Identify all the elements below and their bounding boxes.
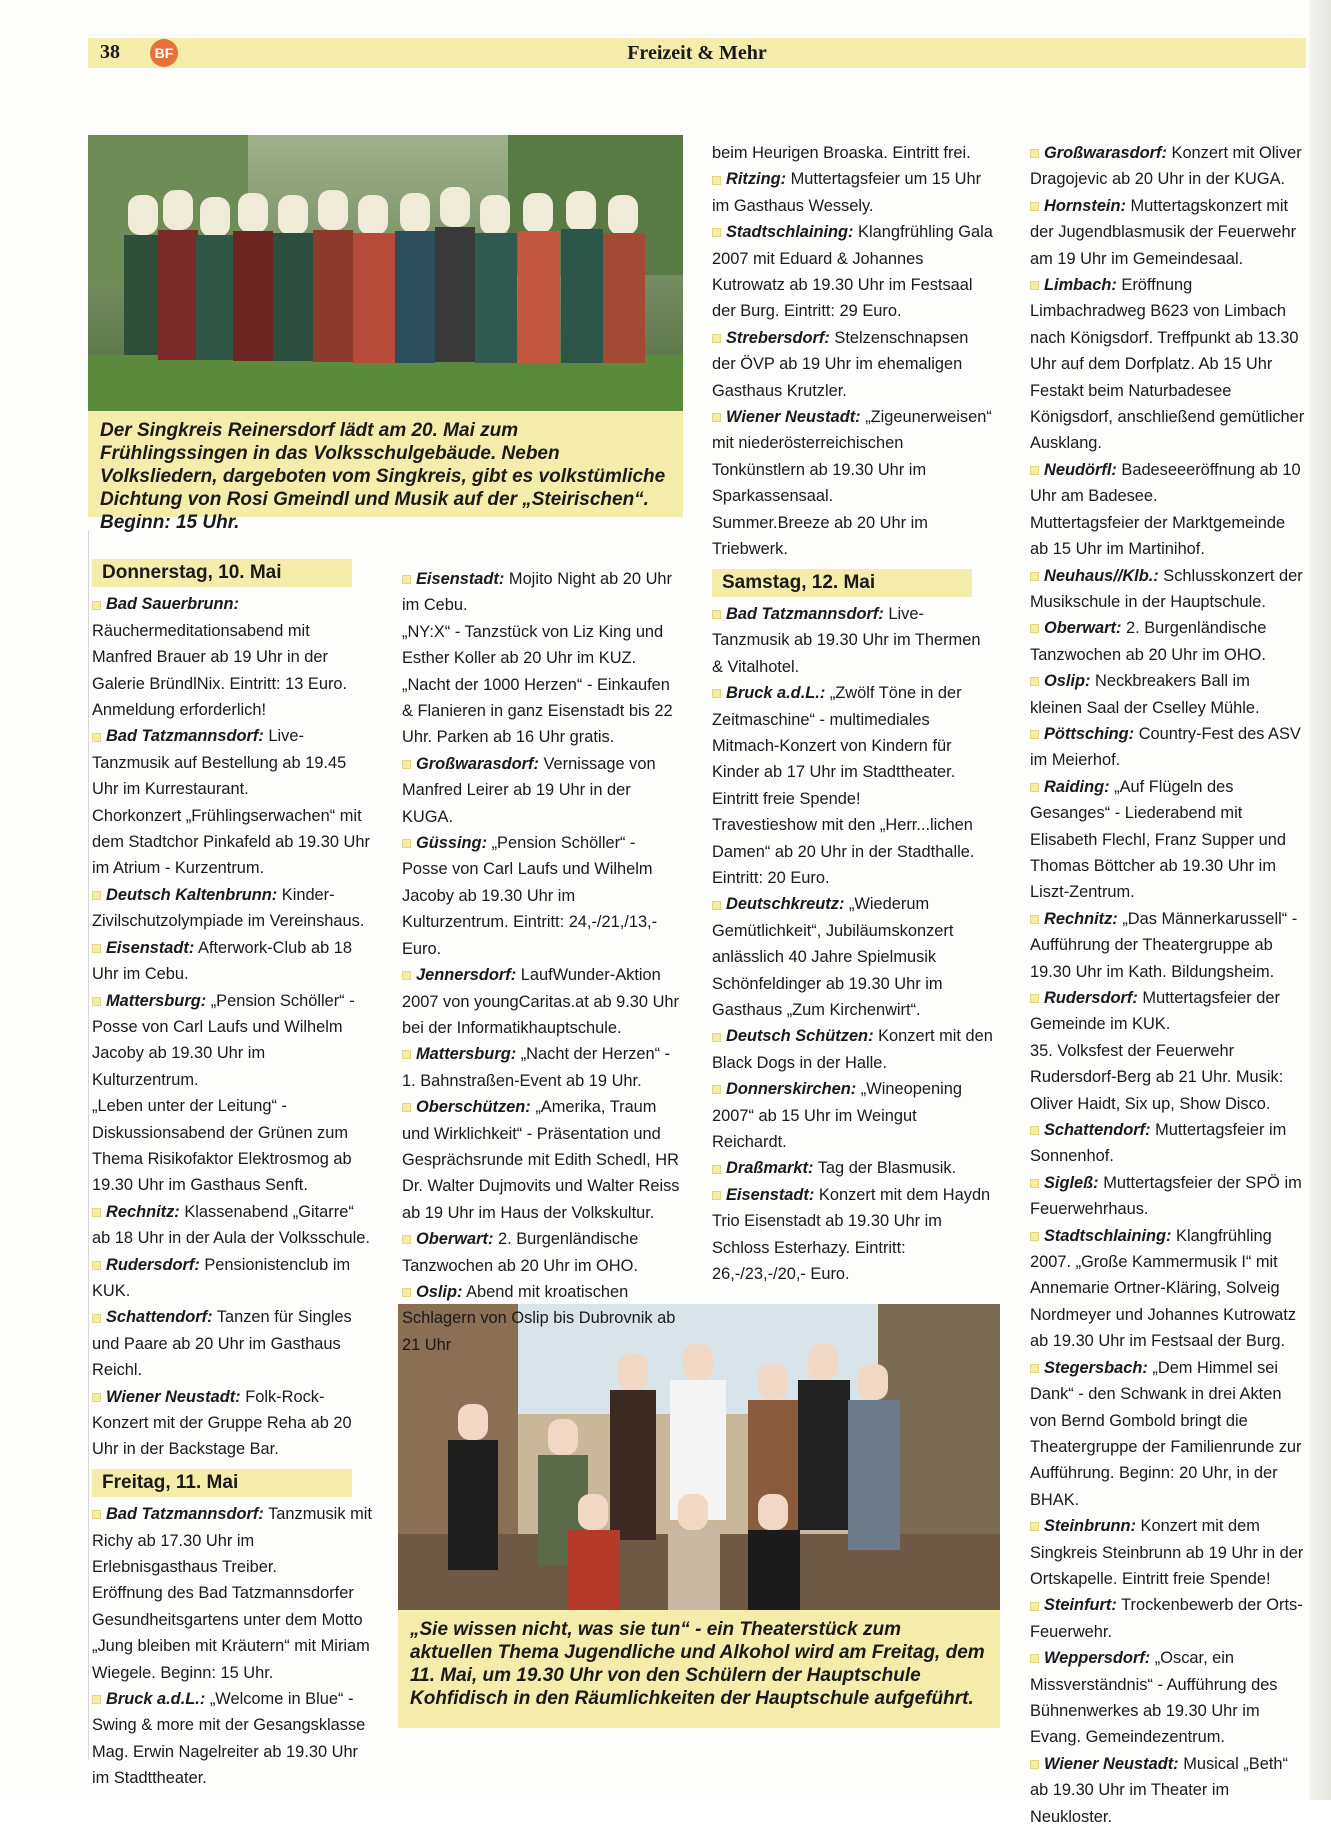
event-description: 2. Burgenländische Tanzwochen ab 20 Uhr im OHO.	[402, 1230, 639, 1275]
column-2	[402, 566, 684, 1358]
event-description: Muttertagsfeier der Gemeinde im KUK.	[1030, 989, 1280, 1034]
event-place: Güssing:	[416, 834, 488, 853]
event-entry	[1030, 774, 1306, 906]
event-description: Eröffnung des Bad Tatzmannsdorfer Gesundheitsgartens unter dem Motto „Jung bleiben mit Kräutern“ mit Miriam Wiegele. Beginn: 15 Uhr.	[92, 1584, 370, 1682]
choir-photo	[88, 135, 683, 411]
bullet-icon	[92, 733, 101, 742]
bullet-icon	[1030, 1364, 1039, 1373]
event-place: Bad Tatzmannsdorf:	[106, 1505, 264, 1524]
event-entry	[1030, 1513, 1306, 1592]
event-text	[712, 812, 994, 891]
event-description: Kinder-Zivilschutzolympiade im Vereinshaus.	[92, 885, 365, 931]
bullet-icon	[1030, 149, 1039, 158]
event-entry	[712, 680, 994, 812]
page-edge	[1309, 0, 1331, 1800]
bullet-icon	[712, 901, 721, 910]
event-entry	[92, 988, 374, 1094]
bullet-icon	[92, 601, 101, 610]
bullet-icon	[1030, 572, 1039, 581]
event-entry	[712, 1076, 994, 1155]
event-entry	[712, 166, 994, 219]
event-entry	[1030, 721, 1306, 774]
event-description: „Auf Flügeln des Gesanges“ - Liederabend mit Elisabeth Flechl, Franz Supper und Thomas Böttcher ab 19.30 Uhr im Liszt-Zentrum.	[1030, 777, 1287, 902]
event-entry	[1030, 193, 1306, 272]
event-description: Folk-Rock-Konzert mit der Gruppe Reha ab 20 Uhr in der Backstage Bar.	[92, 1387, 352, 1459]
event-description: Travestieshow mit den „Herr...lichen Damen“ ab 20 Uhr in der Stadthalle. Eintritt: 20 Euro.	[712, 816, 975, 887]
theatre-caption: „Sie wissen nicht, was sie tun“ - ein Theaterstück zum aktuellen Thema Jugendliche und Alkohol wird am Freitag, dem 11. Mai, um 19.30 Uhr von den Schülern der Hauptschule Kohfidisch in den Räumlichkeiten der Hauptschule aufgeführt.	[398, 1610, 1000, 1728]
event-description: Tanzen für Singles und Paare ab 20 Uhr im Gasthaus Reichl.	[92, 1308, 352, 1380]
event-entry	[712, 601, 994, 680]
event-description: Live-Tanzmusik ab 19.30 Uhr im Thermen & Vitalhotel.	[712, 604, 981, 676]
event-place: Stegersbach:	[1044, 1358, 1148, 1377]
bf-logo-icon: BF	[150, 39, 178, 67]
bullet-icon	[402, 575, 411, 584]
bullet-icon	[1030, 1126, 1039, 1135]
event-description: „Zwölf Töne in der Zeitmaschine“ - multimediales Mitmach-Konzert von Kindern für Kinder ab 17 Uhr im Stadttheater. Eintritt freie Spende!	[712, 684, 962, 808]
event-text	[402, 619, 684, 672]
bullet-icon	[92, 1314, 101, 1323]
event-entry	[1030, 1355, 1306, 1513]
bullet-icon	[712, 334, 721, 343]
event-entry	[1030, 1223, 1306, 1355]
bullet-icon	[1030, 677, 1039, 686]
day-heading: Freitag, 11. Mai	[92, 1469, 352, 1497]
event-entry	[1030, 563, 1306, 616]
event-description: „Wiederum Gemütlichkeit“, Jubiläumskonzert anlässlich 40 Jahre Spielmusik Schönfeldinger ab 19.30 Uhr im Gasthaus „Zum Kirchenwirt“.	[712, 895, 954, 1019]
event-description: „Nacht der Herzen“ - 1. Bahnstraßen-Event ab 19 Uhr.	[402, 1045, 671, 1090]
event-place: Deutsch Schützen:	[726, 1027, 874, 1046]
bullet-icon	[712, 413, 721, 422]
event-place: Bruck a.d.L.:	[106, 1690, 206, 1709]
event-text	[1030, 1038, 1306, 1117]
bullet-icon	[712, 689, 721, 698]
event-place: Deutsch Kaltenbrunn:	[106, 885, 278, 904]
event-description: Klangfrühling Gala 2007 mit Eduard & Johannes Kutrowatz ab 19.30 Uhr im Festsaal der Burg. Eintritt: 29 Euro.	[712, 223, 993, 321]
day-heading: Donnerstag, 10. Mai	[92, 559, 352, 587]
column-4	[1030, 140, 1306, 1830]
bullet-icon	[402, 1288, 411, 1297]
bullet-icon	[402, 971, 411, 980]
event-entry	[1030, 668, 1306, 721]
event-text	[1030, 510, 1306, 563]
bullet-icon	[1030, 1232, 1039, 1241]
event-description: Abend mit kroatischen Schlagern von Oslip bis Dubrovnik ab 21 Uhr	[402, 1282, 676, 1354]
event-description: Musical „Beth“ ab 19.30 Uhr im Theater im Neukloster.	[1030, 1754, 1288, 1826]
bullet-icon	[1030, 783, 1039, 792]
bullet-icon	[1030, 202, 1039, 211]
event-entry	[712, 404, 994, 510]
event-description: „Leben unter der Leitung“ - Diskussionsabend der Grünen zum Thema Risikofaktor Elektrosmog ab 19.30 Uhr im Gasthaus Senft.	[92, 1097, 352, 1195]
event-description: „Wineopening 2007“ ab 15 Uhr im Weingut Reichardt.	[712, 1080, 962, 1152]
event-entry	[712, 891, 994, 1023]
event-place: Großwarasdorf:	[1044, 144, 1167, 162]
event-entry	[712, 1182, 994, 1288]
event-place: Oberschützen:	[416, 1098, 531, 1117]
event-place: Deutschkreutz:	[726, 895, 845, 914]
event-place: Wiener Neustadt:	[106, 1387, 241, 1406]
event-entry	[712, 219, 994, 325]
event-description: Konzert mit dem Haydn Trio Eisenstadt ab 19.30 Uhr im Schloss Esterhazy. Eintritt: 26,-/23,-/20,- Euro.	[712, 1185, 991, 1284]
choir-caption: Der Singkreis Reinersdorf lädt am 20. Mai zum Frühlingssingen in das Volksschulgebäude. Neben Volksliedern, dargeboten vom Singkreis, gibt es volkstümliche Dichtung von Rosi Gmeindl und Musik auf der „Steirischen“. Beginn: 15 Uhr.	[88, 411, 683, 517]
bullet-icon	[1030, 915, 1039, 924]
event-place: Steinfurt:	[1044, 1596, 1117, 1615]
bullet-icon	[712, 176, 721, 185]
bullet-icon	[1030, 466, 1039, 475]
event-description: Muttertagsfeier der SPÖ im Feuerwehrhaus.	[1030, 1173, 1302, 1219]
section-title: Freizeit & Mehr	[627, 42, 767, 64]
bullet-icon	[402, 1235, 411, 1244]
event-entry	[1030, 272, 1306, 457]
event-description: Mojito Night ab 20 Uhr im Cebu.	[402, 570, 672, 615]
bullet-icon	[402, 760, 411, 769]
bullet-icon	[1030, 730, 1039, 739]
bullet-icon	[92, 891, 101, 900]
event-description: 2. Burgenländische Tanzwochen ab 20 Uhr im OHO.	[1030, 619, 1267, 664]
event-text	[92, 1093, 374, 1199]
event-description: Konzert mit Oliver Dragojevic ab 20 Uhr in der KUGA.	[1030, 144, 1302, 189]
event-description: Chorkonzert „Frühlingserwachen“ mit dem Stadtchor Pinkafeld ab 19.30 Uhr im Atrium - Kurzentrum.	[92, 806, 370, 878]
event-entry	[402, 1041, 684, 1094]
bullet-icon	[712, 228, 721, 237]
event-description: Konzert mit dem Singkreis Steinbrunn ab 19 Uhr in der Ortskapelle. Eintritt freie Spende!	[1030, 1517, 1304, 1588]
event-description: Muttertagsfeier der Marktgemeinde ab 15 Uhr im Martinihof.	[1030, 513, 1286, 559]
event-place: Stadtschlaining:	[1044, 1226, 1172, 1245]
event-description: Konzert mit den Black Dogs in der Halle.	[712, 1027, 993, 1072]
event-entry	[402, 751, 684, 830]
bullet-icon	[1030, 994, 1039, 1003]
event-place: Schattendorf:	[1044, 1121, 1151, 1140]
event-entry	[402, 830, 684, 962]
event-place: Bad Tatzmannsdorf:	[106, 727, 264, 746]
event-description: Muttertagskonzert mit der Jugendblasmusik der Feuerwehr am 19 Uhr im Gemeindesaal.	[1030, 196, 1297, 268]
event-description: Muttertagsfeier im Sonnenhof.	[1030, 1121, 1287, 1166]
bullet-icon	[1030, 1760, 1039, 1769]
event-entry	[1030, 1645, 1306, 1751]
bullet-icon	[402, 839, 411, 848]
event-place: Rudersdorf:	[1044, 989, 1138, 1007]
event-entry	[402, 1226, 684, 1279]
event-entry	[92, 1199, 374, 1252]
bullet-icon	[1030, 1522, 1039, 1531]
event-text	[92, 803, 374, 882]
event-place: Steinbrunn:	[1044, 1517, 1136, 1536]
event-text	[712, 140, 994, 166]
event-entry	[92, 1501, 374, 1580]
event-entry	[1030, 615, 1306, 668]
bullet-icon	[1030, 624, 1039, 633]
bullet-icon	[712, 1085, 721, 1094]
event-place: Strebersdorf:	[726, 328, 830, 347]
choir-photo-image	[88, 135, 683, 411]
event-description: „Pension Schöller“ - Posse von Carl Laufs und Wilhelm Jacoby ab 19.30 Uhr im Kulturzentrum. Eintritt: 24,-/21,/13,- Euro.	[402, 834, 658, 958]
event-place: Neuhaus//Klb.:	[1044, 566, 1159, 585]
event-entry	[92, 1252, 374, 1305]
event-place: Bad Tatzmannsdorf:	[726, 604, 884, 623]
bullet-icon	[92, 1393, 101, 1402]
bullet-icon	[92, 1510, 101, 1519]
event-text	[92, 1580, 374, 1686]
event-description: Badeseeeröffnung ab 10 Uhr am Badesee.	[1030, 460, 1301, 506]
bullet-icon	[92, 1261, 101, 1270]
bullet-icon	[92, 997, 101, 1006]
bullet-icon	[1030, 281, 1039, 290]
event-entry	[92, 591, 374, 723]
event-description: Tag der Blasmusik.	[813, 1159, 957, 1178]
event-entry	[1030, 457, 1306, 510]
event-place: Bad Sauerbrunn:	[106, 595, 239, 614]
event-description: „Dem Himmel sei Dank“ - den Schwank in drei Akten von Bernd Gombold bringt die Theatergruppe der Familienrunde zur Aufführung. Beginn: 20 Uhr, in der BHAK.	[1030, 1358, 1302, 1509]
event-entry	[712, 325, 994, 404]
event-entry	[402, 962, 684, 1041]
event-place: Oslip:	[416, 1282, 463, 1301]
event-description: „Zigeunerweisen“ mit niederösterreichischen Tonkünstlern ab 19.30 Uhr im Sparkassensaal.	[712, 408, 992, 506]
event-description: Live-Tanzmusik auf Bestellung ab 19.45 Uhr im Kurrestaurant.	[92, 727, 347, 799]
event-description: Räuchermeditationsabend mit Manfred Brauer ab 19 Uhr in der Galerie BründlNix. Eintritt: 13 Euro. Anmeldung erforderlich!	[92, 621, 348, 720]
event-entry	[712, 1155, 994, 1181]
event-place: Donnerskirchen:	[726, 1080, 857, 1099]
event-description: Trockenbewerb der Orts-Feuerwehr.	[1030, 1596, 1303, 1641]
event-entry	[1030, 1751, 1306, 1830]
event-place: Oberwart:	[1044, 619, 1122, 638]
event-description: Country-Fest des ASV im Meierhof.	[1030, 724, 1301, 770]
event-place: Bruck a.d.L.:	[726, 684, 826, 703]
event-place: Mattersburg:	[416, 1045, 517, 1064]
event-place: Eisenstadt:	[726, 1185, 815, 1204]
day-heading: Samstag, 12. Mai	[712, 569, 972, 597]
event-entry	[92, 1384, 374, 1463]
event-description: Summer.Breeze ab 20 Uhr im Triebwerk.	[712, 513, 928, 559]
event-entry	[402, 566, 684, 619]
event-text	[402, 672, 684, 751]
page-header	[88, 38, 1306, 68]
event-place: Wiener Neustadt:	[1044, 1754, 1179, 1773]
event-description: Eröffnung Limbachradweg B623 von Limbach nach Königsdorf. Treffpunkt ab 13.30 Uhr auf dem Dorfplatz. Ab 15 Uhr Festakt beim Naturbadesee Königsdorf, anschließend gemütlicher Ausklang.	[1030, 276, 1305, 453]
event-place: Sigleß:	[1044, 1173, 1099, 1192]
bullet-icon	[712, 1191, 721, 1200]
event-place: Draßmarkt:	[726, 1159, 814, 1178]
event-entry	[92, 882, 374, 935]
event-entry	[92, 723, 374, 802]
event-entry	[1030, 1117, 1306, 1170]
event-place: Hornstein:	[1044, 196, 1126, 215]
event-entry	[92, 1304, 374, 1383]
event-place: Jennersdorf:	[416, 966, 517, 985]
event-place: Schattendorf:	[106, 1308, 213, 1327]
event-description: „Pension Schöller“ - Posse von Carl Laufs und Wilhelm Jacoby ab 19.30 Uhr im Kulturzentrum.	[92, 991, 355, 1089]
event-entry	[1030, 985, 1306, 1038]
event-entry	[92, 935, 374, 988]
event-entry	[1030, 140, 1306, 193]
event-place: Raiding:	[1044, 777, 1110, 796]
event-description: Muttertagsfeier um 15 Uhr im Gasthaus Wessely.	[712, 170, 982, 215]
event-place: Oberwart:	[416, 1230, 494, 1249]
column-1	[92, 553, 374, 1792]
event-description: 35. Volksfest der Feuerwehr Rudersdorf-Berg ab 21 Uhr. Musik: Oliver Haidt, Six up, Show Disco.	[1030, 1041, 1284, 1113]
column-rule	[88, 530, 89, 1760]
event-description: Schlusskonzert der Musikschule in der Hauptschule.	[1030, 566, 1303, 611]
event-place: Limbach:	[1044, 276, 1117, 295]
event-description: Neckbreakers Ball im kleinen Saal der Cselley Mühle.	[1030, 672, 1260, 717]
bullet-icon	[1030, 1602, 1039, 1611]
event-description: Tanzmusik mit Richy ab 17.30 Uhr im Erlebnisgasthaus Treiber.	[92, 1505, 372, 1577]
event-place: Wiener Neustadt:	[726, 408, 861, 427]
bullet-icon	[92, 944, 101, 953]
event-entry	[92, 1686, 374, 1792]
event-description: „Welcome in Blue“ - Swing & more mit der Gesangsklasse Mag. Erwin Nagelreiter ab 19.30 Uhr im Stadttheater.	[92, 1690, 366, 1788]
event-place: Rechnitz:	[106, 1202, 180, 1221]
event-place: Großwarasdorf:	[416, 754, 539, 773]
bullet-icon	[1030, 1179, 1039, 1188]
event-description: beim Heurigen Broaska. Eintritt frei.	[712, 144, 971, 162]
event-entry	[1030, 1170, 1306, 1223]
event-description: „Oscar, ein Missverständnis“ - Aufführung des Bühnenwerkes ab 19.30 Uhr im Evang. Gemeindezentrum.	[1030, 1649, 1278, 1747]
event-place: Pöttsching:	[1044, 724, 1135, 743]
column-3	[712, 140, 994, 1287]
bullet-icon	[92, 1695, 101, 1704]
event-place: Rudersdorf:	[106, 1255, 200, 1274]
event-entry	[402, 1094, 684, 1226]
event-entry	[1030, 1592, 1306, 1645]
event-entry	[712, 1023, 994, 1076]
event-description: „Amerika, Traum und Wirklichkeit“ - Präsentation und Gesprächsrunde mit Edith Schedl, HR Dr. Walter Dujmovits und Walter Reiss ab 19 Uhr im Haus der Volkskultur.	[402, 1098, 680, 1222]
event-description: Stelzenschnapsen der ÖVP ab 19 Uhr im ehemaligen Gasthaus Krutzler.	[712, 328, 969, 400]
event-description: „Das Männerkarussell“ - Aufführung der Theatergruppe ab 19.30 Uhr im Kath. Bildungsheim.	[1030, 909, 1298, 981]
event-place: Ritzing:	[726, 170, 787, 189]
event-place: Eisenstadt:	[106, 938, 195, 957]
event-place: Eisenstadt:	[416, 570, 505, 588]
event-place: Rechnitz:	[1044, 909, 1118, 928]
event-description: Klangfrühling 2007. „Große Kammermusik I“ mit Annemarie Ortner-Kläring, Solveig Nordmeyer und Johannes Kutrowatz ab 19.30 Uhr im Festsaal der Burg.	[1030, 1226, 1297, 1351]
event-place: Mattersburg:	[106, 991, 207, 1010]
event-description: LaufWunder-Aktion 2007 von youngCaritas.at ab 9.30 Uhr bei der Informatikhauptschule.	[402, 966, 680, 1037]
bullet-icon	[92, 1208, 101, 1217]
event-description: Vernissage von Manfred Leirer ab 19 Uhr in der KUGA.	[402, 754, 656, 826]
bullet-icon	[1030, 1654, 1039, 1663]
event-description: Pensionistenclub im KUK.	[92, 1255, 351, 1300]
event-place: Stadtschlaining:	[726, 223, 854, 242]
event-description: „Nacht der 1000 Herzen“ - Einkaufen & Flanieren in ganz Eisenstadt bis 22 Uhr. Parken ab 16 Uhr gratis.	[402, 675, 673, 747]
event-place: Weppersdorf:	[1044, 1649, 1151, 1668]
page-number: 38	[100, 41, 120, 63]
event-place: Neudörfl:	[1044, 460, 1117, 479]
bullet-icon	[712, 1165, 721, 1174]
bullet-icon	[712, 1033, 721, 1042]
bullet-icon	[402, 1050, 411, 1059]
bullet-icon	[712, 610, 721, 619]
event-entry	[402, 1279, 684, 1358]
event-place: Oslip:	[1044, 672, 1091, 691]
event-entry	[1030, 906, 1306, 985]
bullet-icon	[402, 1103, 411, 1112]
event-description: Klassenabend „Gitarre“ ab 18 Uhr in der Aula der Volksschule.	[92, 1202, 370, 1248]
event-description: „NY:X“ - Tanzstück von Liz King und Esther Koller ab 20 Uhr im KUZ.	[402, 622, 664, 668]
event-text	[712, 510, 994, 563]
event-description: Afterwork-Club ab 18 Uhr im Cebu.	[92, 938, 352, 984]
